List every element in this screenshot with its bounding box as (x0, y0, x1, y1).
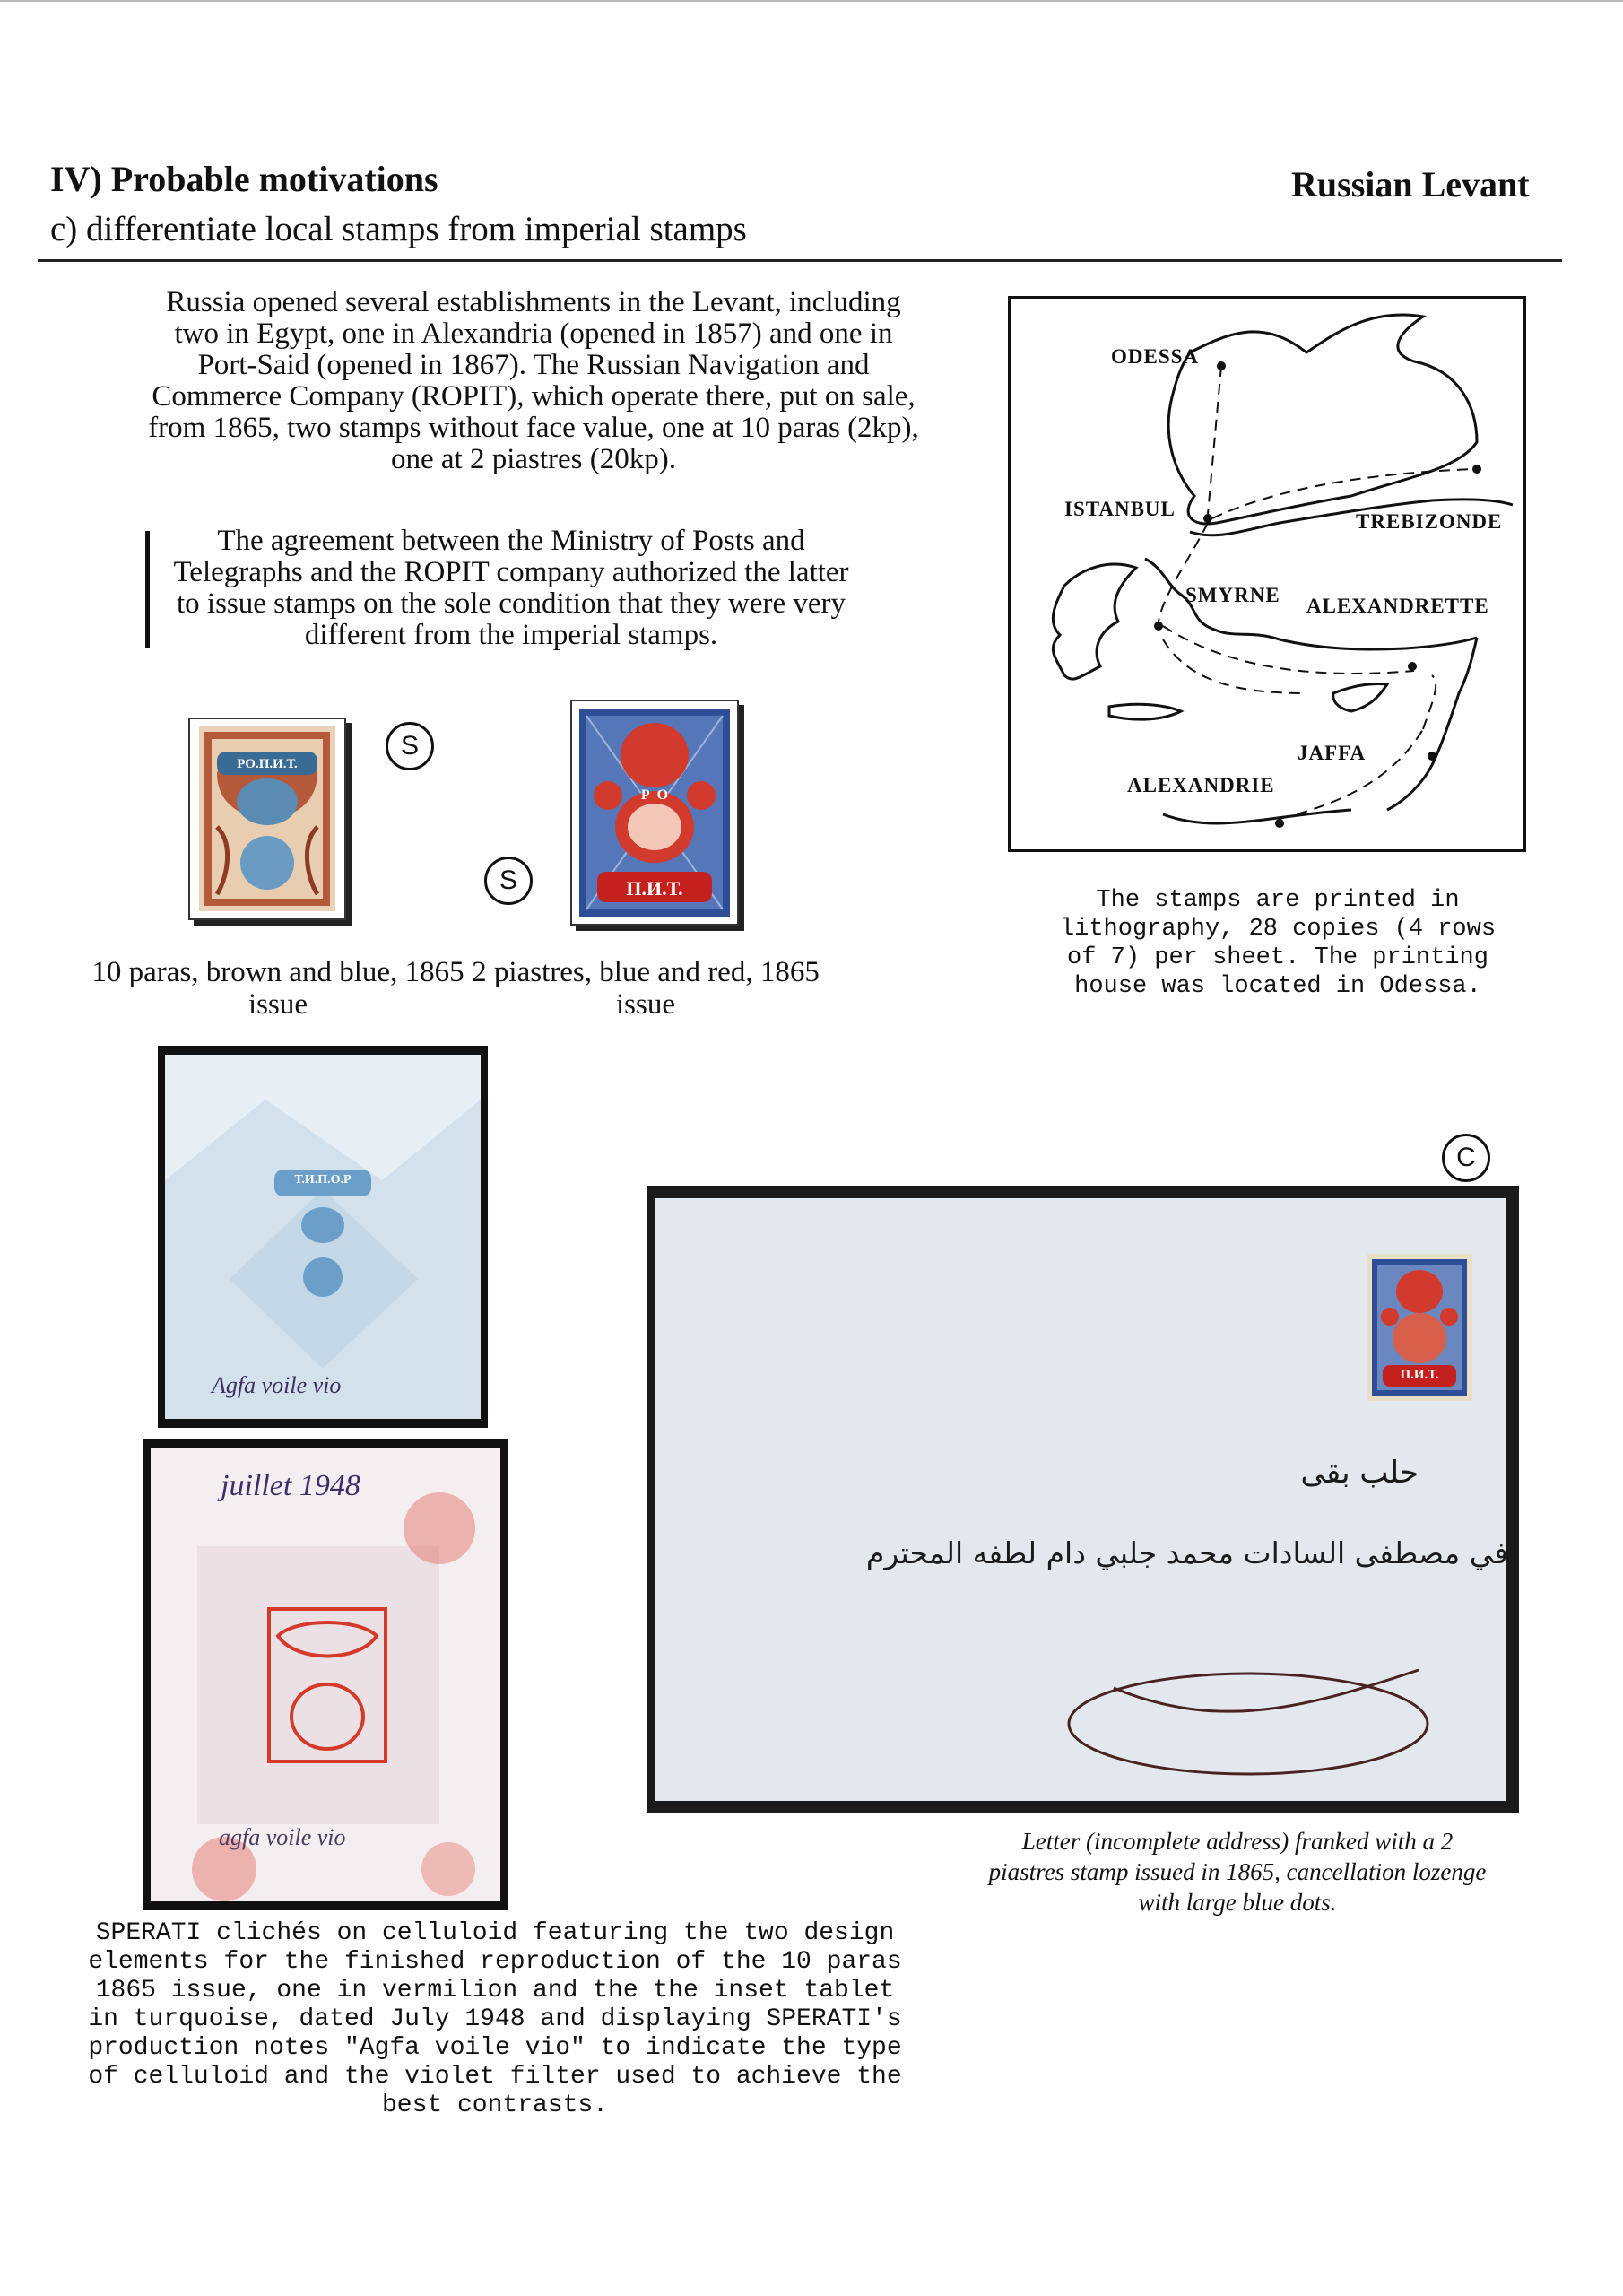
stamp-2-piastres-letters: Р О (640, 787, 669, 803)
cliche-top-note: Agfa voile vio (212, 1372, 342, 1398)
letter-caption: Letter (incomplete address) franked with a 2 piastres stamp issued in 1865, cancellation lozenge with large blue dots. (988, 1828, 1487, 1916)
letter-cover (647, 1186, 1519, 1813)
letter-address-line2: في مصطفى السادات محمد جلبي دام لطفه المحترم (865, 1535, 1508, 1570)
page-subtitle: c) differentiate local stamps from imperial stamps (50, 210, 747, 248)
cliche-turquoise (158, 1046, 488, 1428)
letter-stamp-tablet: П.И.Т. (1400, 1368, 1439, 1382)
cliche-date-note: juillet 1948 (221, 1469, 360, 1502)
map-label-alexandrie: ALEXANDRIE (1127, 774, 1275, 796)
cliche-vermilion (143, 1439, 508, 1910)
stamp-10-paras-tablet: РО.П.И.Т. (237, 757, 298, 771)
map-drawing (1011, 299, 1523, 849)
map-label-smyrne: SMYRNE (1185, 584, 1280, 606)
stamp-2-piastres (570, 700, 739, 926)
stamp-2-piastres-tablet: П.И.Т. (626, 877, 683, 900)
stamp-10-paras (188, 718, 346, 920)
map-label-alexandrette: ALEXANDRETTE (1306, 595, 1489, 617)
stamp-2-piastres-caption: 2 piastres, blue and red, 1865 issue (472, 956, 820, 1021)
intro-paragraph: Russia opened several establishments in the Levant, including two in Egypt, one in Alexandria (opened in 1857) and one in Port-Said (opened in 1867). The Russian Navigation and Commerce Company (ROPIT), which operate there, put on sale, from 1865, two stamps without face value, one at 10 paras (2kp), one at 2 piastres (20kp). (148, 286, 919, 475)
page-title: IV) Probable motivations (50, 159, 438, 199)
map-label-jaffa: JAFFA (1298, 742, 1367, 764)
route-map (1008, 296, 1526, 852)
map-label-trebizonde: TREBIZONDE (1356, 510, 1503, 533)
map-label-odessa: ODESSA (1111, 345, 1200, 368)
printing-note: The stamps are printed in lithography, 28 copies (4 rows of 7) per sheet. The printing house was located in Odessa. (1059, 887, 1497, 1000)
collection-title: Russian Levant (1291, 164, 1530, 204)
s-badge-1: S (386, 722, 434, 770)
stamp-10-paras-art (190, 719, 344, 918)
cliche-bottom-note: agfa voile vio (219, 1824, 346, 1850)
agreement-paragraph: The agreement between the Ministry of Posts and Telegraphs and the ROPIT company authorized the latter to issue stamps on the sole condition that they were very different from the imperial stamps. (173, 525, 849, 651)
s-badge-2: S (484, 857, 533, 905)
letter-address-line1: حلب بقى (1300, 1455, 1419, 1491)
letter-flourish (1042, 1652, 1454, 1796)
sperati-caption: SPERATI clichés on celluloid featuring the two design elements for the finished reproduction of the 10 paras 1865 issue, one in vermilion and the the inset tablet in turquoise, dated July 1948 and displaying SPERATI's production notes "Agfa voile vio" to indicate the type of celluloid and the violet filter used to achieve the best contrasts. (88, 1919, 902, 2119)
quote-bar (145, 531, 150, 648)
stamp-10-paras-caption: 10 paras, brown and blue, 1865 issue (91, 956, 464, 1021)
map-label-istanbul: ISTANBUL (1064, 498, 1176, 520)
c-badge: C (1442, 1134, 1490, 1182)
top-edge-line (0, 0, 1623, 2)
header-rule (38, 259, 1562, 262)
letter-stamp (1367, 1254, 1472, 1401)
cliche-turquoise-art (158, 1046, 488, 1428)
cliche-tablet-text: Т.И.П.О.Р (294, 1173, 352, 1187)
